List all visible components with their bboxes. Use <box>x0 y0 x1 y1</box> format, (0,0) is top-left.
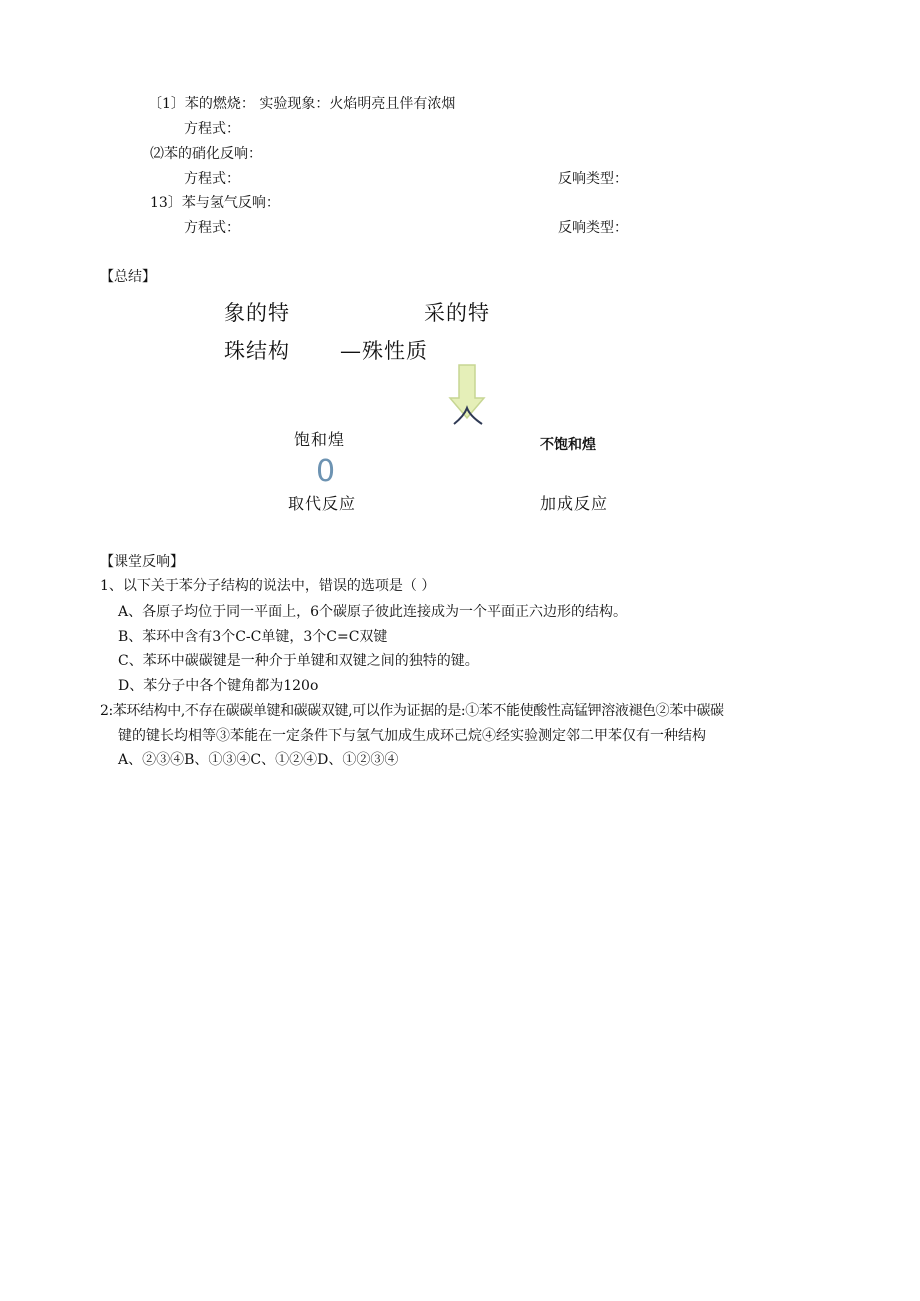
summary-right-line2: —殊性质 <box>340 339 428 363</box>
item3-equation-label: 方程式： <box>184 220 240 236</box>
summary-right-line1: 采的特 <box>424 301 490 325</box>
question-2-line2: 键的键长均相等③苯能在一定条件下与氢气加成生成环己烷④经实验测定邻二甲苯仅有一种结构 <box>118 728 706 744</box>
question-1-option-b: B、苯环中含有3个C-C单键，3个C=C双键 <box>118 629 388 645</box>
question-2-options: A、②③④B、①③④C、①②④D、①②③④ <box>118 752 399 768</box>
addition-label: 加成反应 <box>540 494 609 513</box>
question-1-option-d: D、苯分子中各个键角都为120o <box>118 678 319 694</box>
feedback-heading: 【课堂反响】 <box>100 554 184 570</box>
question-2-line1: 2:苯环结构中,不存在碳碳单键和碳碳双键,可以作为证据的是:①苯不能使酸性高锰钾溶液褪色②苯中碳碳 <box>100 703 724 719</box>
item2-equation-label: 方程式： <box>184 171 240 187</box>
saturated-label: 饱和煌 <box>294 430 346 449</box>
question-1: 1、以下关于苯分子结构的说法中，错误的选项是（ ） <box>100 578 436 594</box>
question-1-option-c: C、苯环中碳碳键是一种介于单键和双键之间的独特的键。 <box>118 653 479 669</box>
item2-reaction-type-label: 反响类型： <box>558 171 628 187</box>
item1-equation-label: 方程式： <box>184 121 240 137</box>
item2-title: ⑵苯的硝化反响： <box>150 146 262 162</box>
down-arrow-icon <box>444 364 490 430</box>
summary-left-line2: 珠结构 <box>224 339 290 363</box>
item3-title: 13〕苯与氢气反响： <box>150 195 280 211</box>
zero-symbol: 0 <box>316 454 336 489</box>
question-1-option-a: A、各原子均位于同一平面上，6个碳原子彼此连接成为一个平面正六边形的结构。 <box>118 604 628 620</box>
item1-title: 〔1〕苯的燃烧： 实验现象：火焰明亮且伴有浓烟 <box>148 96 456 112</box>
substitution-label: 取代反应 <box>288 494 357 513</box>
unsaturated-label: 不饱和煌 <box>540 437 596 453</box>
item3-reaction-type-label: 反响类型： <box>558 220 628 236</box>
summary-left-line1: 象的特 <box>224 301 290 325</box>
summary-heading: 【总结】 <box>100 269 156 285</box>
